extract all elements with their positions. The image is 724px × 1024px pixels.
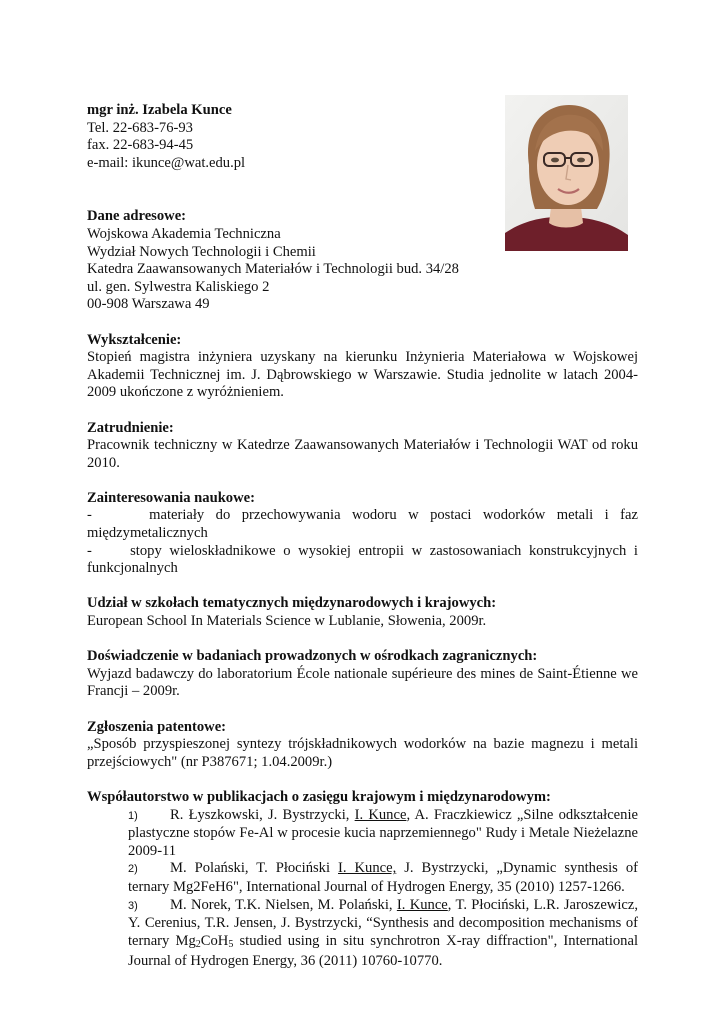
patents-text: przejściowych" (nr P387671; 1.04.2009r.)	[87, 753, 333, 770]
interest-item: - materiały do przechowywania wodoru w postaci wodorków metali i faz	[87, 507, 638, 524]
publication-details: , A. Fraczkiewicz „Silne odkształcenie plastyczne stopów Fe-Al w procesie kucia naprzemiennego" Rudy i Metale Nieżelazne 2009-11	[128, 806, 638, 859]
publication-details: J. Bystrzycki, „Dynamic synthesis of ternary Mg2FeH6", International Journal of Hydrogen Energy, 35 (2010) 1257-1266.	[128, 860, 638, 895]
publication-number: 2)	[128, 863, 138, 876]
publication-authors: M. Norek, T.K. Nielsen, M. Polański,	[170, 896, 397, 913]
address-line: Wydział Nowych Technologii i Chemii	[87, 243, 316, 260]
patents-text: „Sposób przyspieszonej syntezy trójskładnikowych wodorków na bazie magnezu i metali	[87, 736, 638, 753]
employment-section	[87, 420, 638, 473]
publications-section	[87, 789, 638, 971]
publication-item	[128, 807, 638, 861]
interest-item: międzymetalicznych	[87, 525, 208, 542]
address-section	[87, 208, 638, 314]
patents-section	[87, 719, 638, 772]
address-heading: Dane adresowe:	[87, 208, 187, 225]
education-heading: Wykształcenie:	[87, 331, 182, 348]
subscript: 2	[195, 938, 201, 950]
publication-item	[128, 860, 638, 896]
publication-number: 3)	[128, 899, 138, 912]
education-text: 2009 ukończone z wyróżnieniem.	[87, 384, 284, 401]
publication-item	[128, 897, 638, 971]
publication-details: studied using in situ synchrotron X-ray diffraction", International Journal of Hydrogen Energy, 36 (2011) 10760-10770.	[128, 932, 638, 970]
address-line: Wojskowa Akademia Techniczna	[87, 225, 281, 242]
publication-authors: M. Polański, T. Płociński	[170, 860, 339, 877]
schools-heading: Udział w szkołach tematycznych międzynarodowych i krajowych:	[87, 595, 497, 612]
address-line: ul. gen. Sylwestra Kaliskiego 2	[87, 278, 270, 295]
subscript: 5	[228, 938, 234, 950]
experience-text: Wyjazd badawczy do laboratorium École nationale supérieure des mines de Saint-Étienne we	[87, 665, 638, 682]
fax-number: fax. 22-683-94-45	[87, 137, 194, 154]
author-highlight: I. Kunce	[354, 806, 407, 823]
experience-heading: Doświadczenie w badaniach prowadzonych w ośrodkach zagranicznych:	[87, 648, 538, 665]
author-highlight: I. Kunce,	[338, 860, 397, 877]
experience-text: Francji – 2009r.	[87, 683, 180, 700]
address-line: Katedra Zaawansowanych Materiałów i Technologii bud. 34/28	[87, 261, 459, 278]
email-address: e-mail: ikunce@wat.edu.pl	[87, 154, 246, 171]
author-highlight: I. Kunce	[396, 896, 448, 913]
contact-block	[87, 102, 638, 172]
education-section	[87, 332, 638, 402]
education-text: Stopień magistra inżyniera uzyskany na kierunku Inżynieria Materiałowa w Wojskowej	[87, 349, 638, 366]
person-name: mgr inż. Izabela Kunce	[87, 102, 232, 118]
cv-document	[87, 102, 638, 971]
publications-heading: Współautorstwo w publikacjach o zasięgu krajowym i międzynarodowym:	[87, 788, 551, 805]
publication-number: 1)	[128, 809, 138, 822]
formula-part: CoH	[200, 932, 229, 949]
employment-text: 2010.	[87, 454, 120, 471]
address-line: 00-908 Warszawa 49	[87, 296, 210, 313]
schools-text: European School In Materials Science w Lublanie, Słowenia, 2009r.	[87, 613, 487, 630]
employment-text: Pracownik techniczny w Katedrze Zaawansowanych Materiałów i Technologii WAT od roku	[87, 437, 638, 454]
employment-heading: Zatrudnienie:	[87, 419, 174, 436]
publication-authors: R. Łyszkowski, J. Bystrzycki,	[170, 806, 355, 823]
interests-section	[87, 490, 638, 578]
patents-heading: Zgłoszenia patentowe:	[87, 718, 227, 735]
education-text: Akademii Technicznej im. J. Dąbrowskiego w Warszawie. Studia jednolite w latach 2004-	[87, 366, 638, 383]
interests-heading: Zainteresowania naukowe:	[87, 489, 255, 506]
schools-section	[87, 595, 638, 630]
interest-item: - stopy wieloskładnikowe o wysokiej entropii w zastosowaniach konstrukcyjnych i	[87, 542, 638, 559]
interest-item: funkcjonalnych	[87, 560, 178, 577]
publication-details: , T. Płociński, L.R. Jaroszewicz, Y. Cerenius, T.R. Jensen, J. Bystrzycki, “Synthesis and decomposition mechanisms of ternary Mg	[128, 896, 638, 949]
phone-number: Tel. 22-683-76-93	[87, 119, 193, 136]
experience-section	[87, 648, 638, 701]
